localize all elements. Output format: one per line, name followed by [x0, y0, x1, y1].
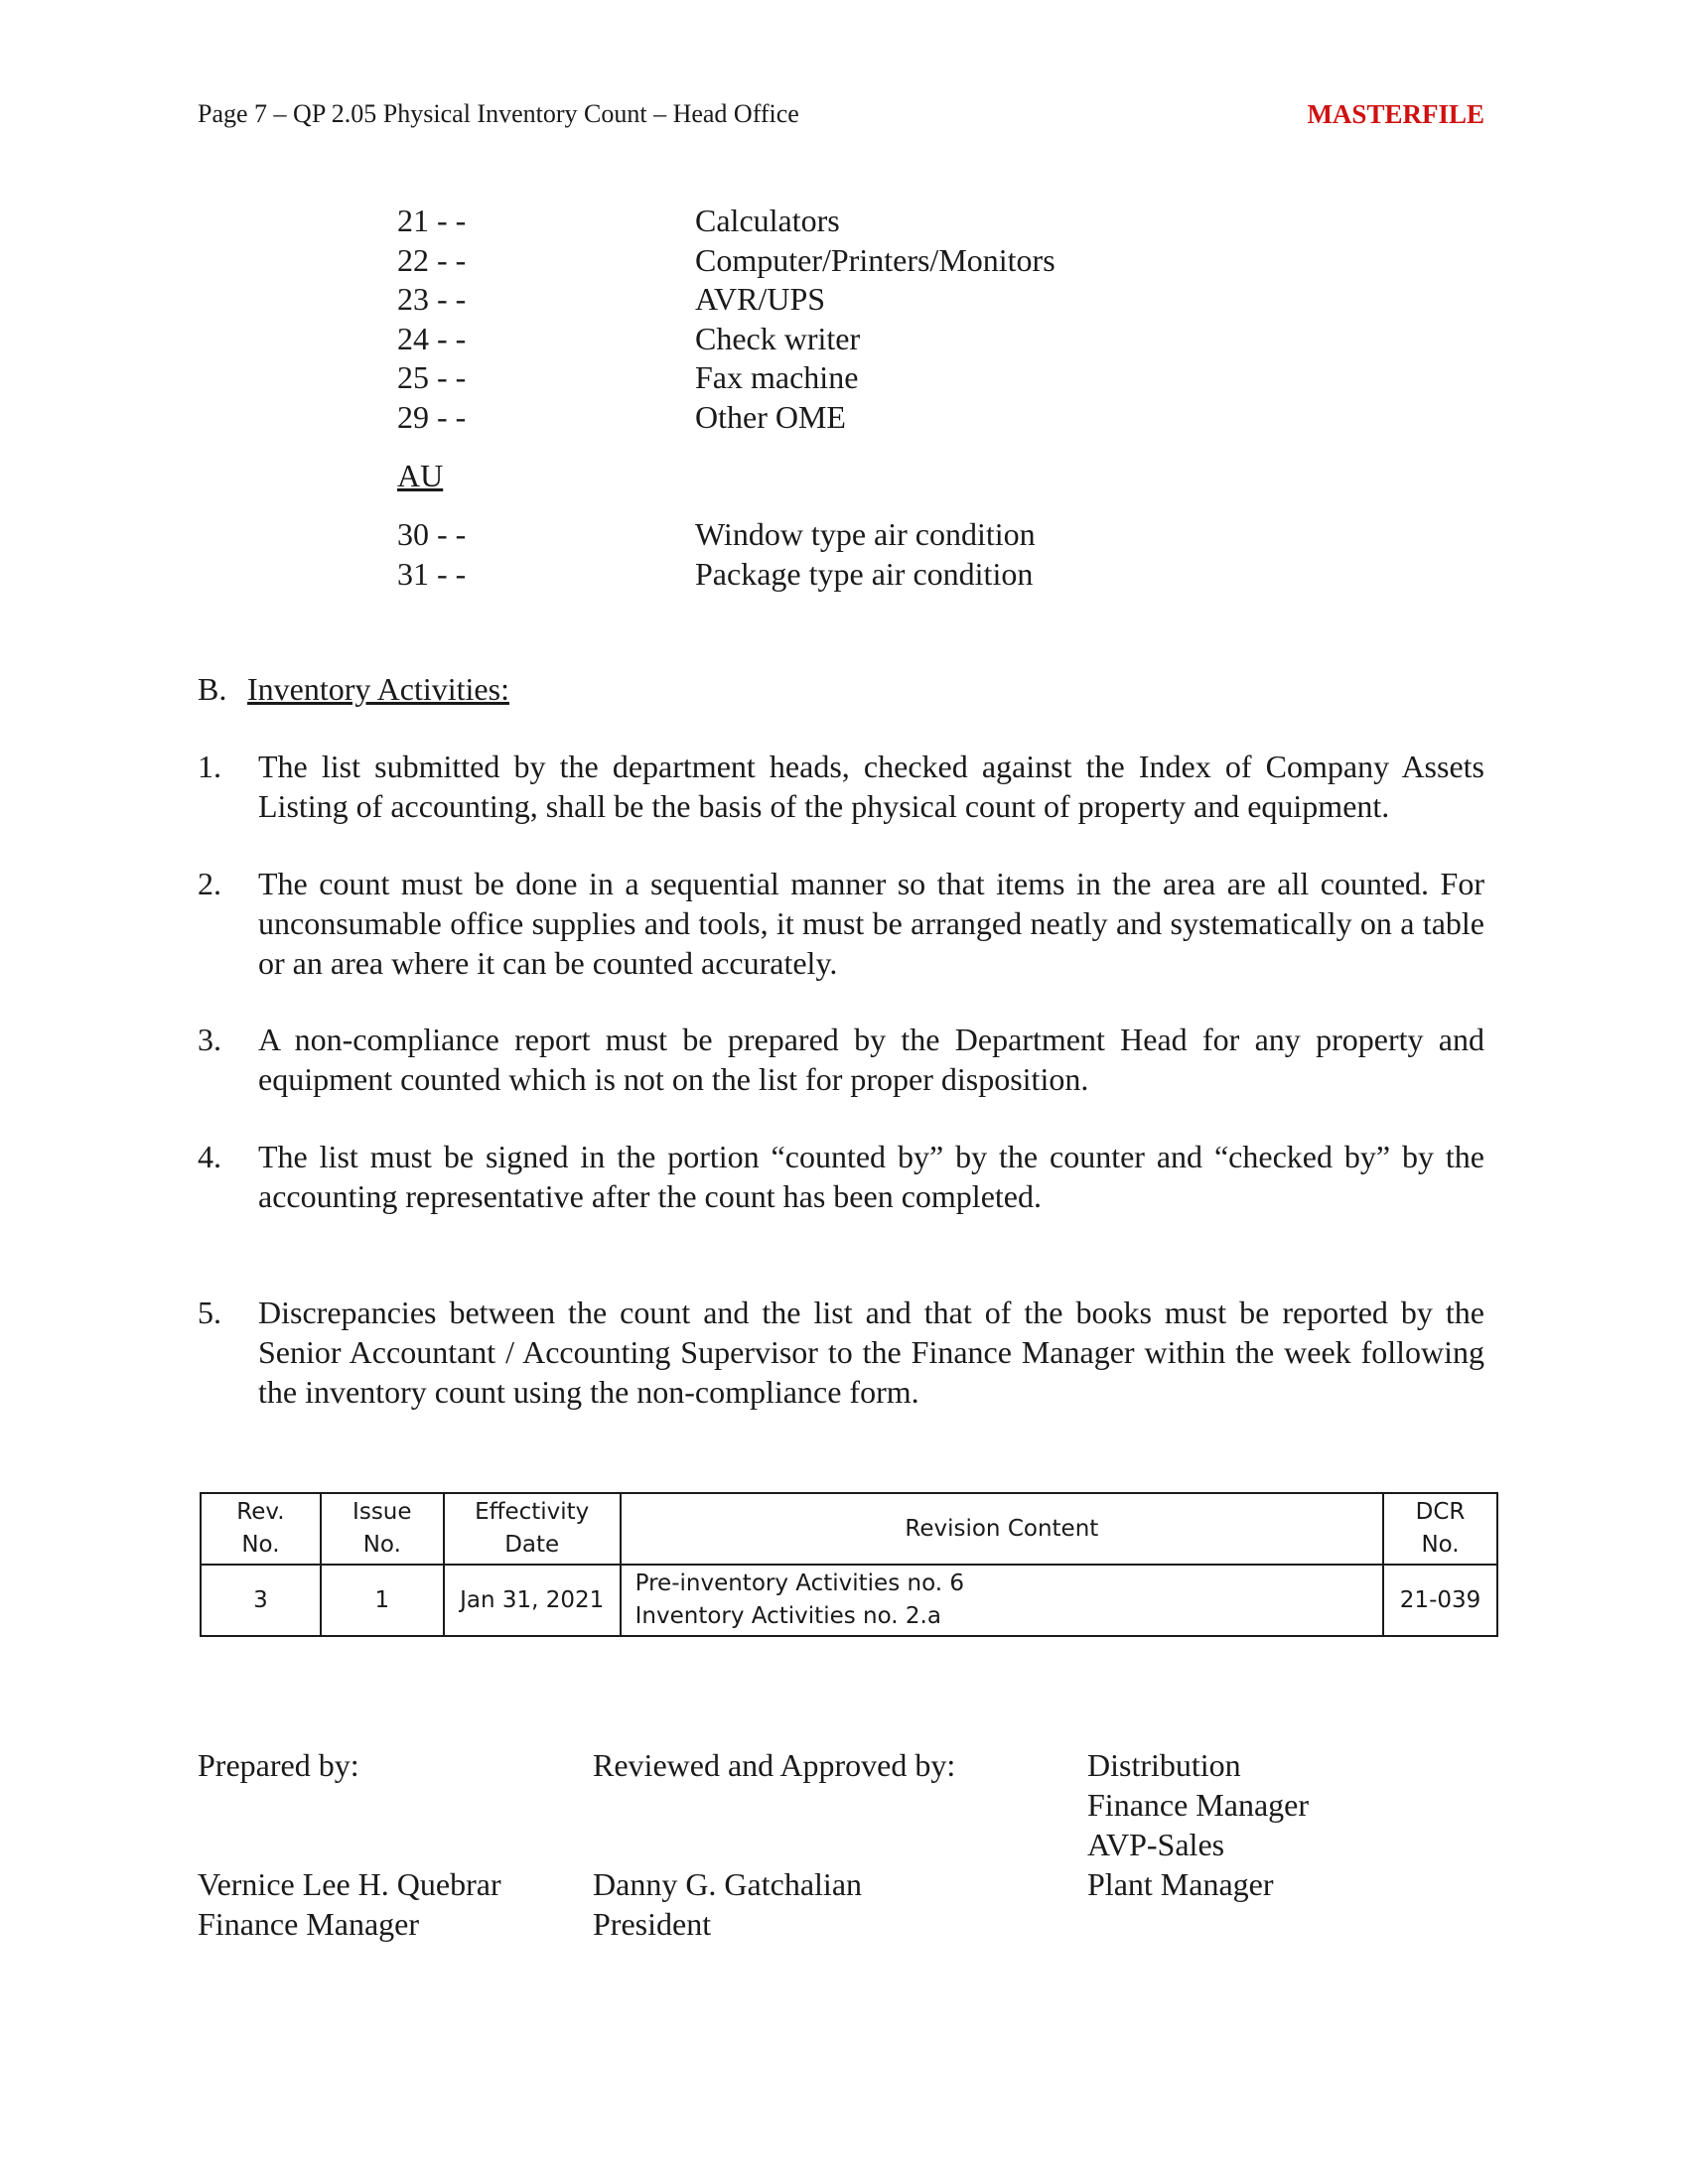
effectivity-date-header: Effectivity Date — [444, 1493, 621, 1565]
code-number: 24 - - — [397, 320, 467, 356]
table-header-row — [201, 1493, 1497, 1565]
item-text: The count must be done in a sequential manner so that items in the area are all counted. For unconsumable office supplies and tools, it must be arranged neatly and systematically on a table or an area where it can be counted accurately. — [258, 866, 1484, 981]
prepared-by-column — [198, 1745, 501, 1944]
code-row — [397, 555, 1291, 595]
item-number: 1. — [198, 749, 221, 784]
code-description: AVR/UPS — [695, 281, 826, 317]
code-description: Fax machine — [695, 359, 859, 395]
rev-no-cell: 3 — [201, 1565, 321, 1636]
distribution-item: Finance Manager — [1087, 1787, 1310, 1823]
code-description: Window type air condition — [695, 516, 1036, 552]
table-row — [201, 1565, 1497, 1636]
code-row — [397, 320, 1291, 359]
list-item — [198, 864, 1484, 983]
item-number: 5. — [198, 1295, 221, 1330]
masterfile-label: MASTERFILE — [1307, 99, 1484, 129]
code-row — [397, 202, 1291, 241]
code-group-heading: AU — [397, 458, 444, 493]
code-description: Computer/Printers/Monitors — [695, 241, 1055, 278]
code-number: 23 - - — [397, 281, 467, 317]
rev-no-header: Rev. No. — [201, 1493, 321, 1565]
list-item — [198, 1137, 1484, 1216]
approved-by-column — [593, 1745, 955, 1944]
approver-title: President — [593, 1906, 712, 1942]
prepared-by-label: Prepared by: — [198, 1747, 359, 1783]
revision-content-header: Revision Content — [621, 1493, 1383, 1565]
code-number: 29 - - — [397, 398, 467, 435]
code-description: Check writer — [695, 320, 861, 356]
list-item — [198, 1020, 1484, 1099]
section-title: Inventory Activities: — [247, 671, 509, 707]
effectivity-date-cell: Jan 31, 2021 — [444, 1565, 621, 1636]
header-title: Page 7 – QP 2.05 Physical Inventory Count – Head Office — [198, 99, 799, 128]
list-item — [198, 1293, 1484, 1412]
distribution-column — [1087, 1745, 1309, 1904]
code-number: 30 - - — [397, 516, 467, 552]
code-number: 25 - - — [397, 359, 467, 395]
item-text: The list must be signed in the portion “counted by” by the counter and “checked by” by the accounting representative after the count has been completed. — [258, 1139, 1484, 1214]
code-description: Package type air condition — [695, 555, 1034, 592]
issue-no-cell: 1 — [321, 1565, 444, 1636]
revision-table — [200, 1492, 1498, 1637]
code-description: Calculators — [695, 203, 840, 238]
approver-name: Danny G. Gatchalian — [593, 1866, 863, 1902]
distribution-label: Distribution — [1087, 1747, 1241, 1783]
revision-content-cell: Pre-inventory Activities no. 6 Inventory Activities no. 2.a — [621, 1565, 1383, 1636]
item-text: A non-compliance report must be prepared by the Department Head for any property and equipment counted which is not on the list for proper disposition. — [258, 1022, 1484, 1097]
asset-code-list — [397, 202, 1291, 594]
item-text: Discrepancies between the count and the list and that of the books must be reported by the Senior Accountant / Accounting Supervisor to the Finance Manager within the week following the inventory count using the non-compliance form. — [258, 1295, 1484, 1410]
code-row — [397, 241, 1291, 281]
item-text: The list submitted by the department heads, checked against the Index of Company Assets Listing of accounting, shall be the basis of the physical count of property and equipment. — [258, 749, 1484, 824]
item-number: 4. — [198, 1139, 221, 1174]
code-row — [397, 358, 1291, 398]
distribution-item: Plant Manager — [1087, 1866, 1274, 1902]
code-number: 21 - - — [397, 203, 467, 238]
preparer-title: Finance Manager — [198, 1906, 420, 1942]
page-header — [198, 99, 1484, 139]
code-row — [397, 280, 1291, 320]
item-number: 2. — [198, 866, 221, 901]
item-number: 3. — [198, 1022, 221, 1057]
code-number: 22 - - — [397, 241, 467, 278]
list-item — [198, 747, 1484, 826]
code-description: Other OME — [695, 398, 846, 435]
section-letter: B. — [198, 671, 227, 707]
preparer-name: Vernice Lee H. Quebrar — [198, 1866, 501, 1902]
approved-by-label: Reviewed and Approved by: — [593, 1747, 956, 1783]
section-heading — [198, 669, 509, 709]
dcr-no-header: DCR No. — [1383, 1493, 1497, 1565]
code-row — [397, 515, 1291, 555]
issue-no-header: Issue No. — [321, 1493, 444, 1565]
code-number: 31 - - — [397, 555, 467, 592]
code-row — [397, 398, 1291, 438]
dcr-no-cell: 21-039 — [1383, 1565, 1497, 1636]
distribution-item: AVP-Sales — [1087, 1827, 1225, 1862]
